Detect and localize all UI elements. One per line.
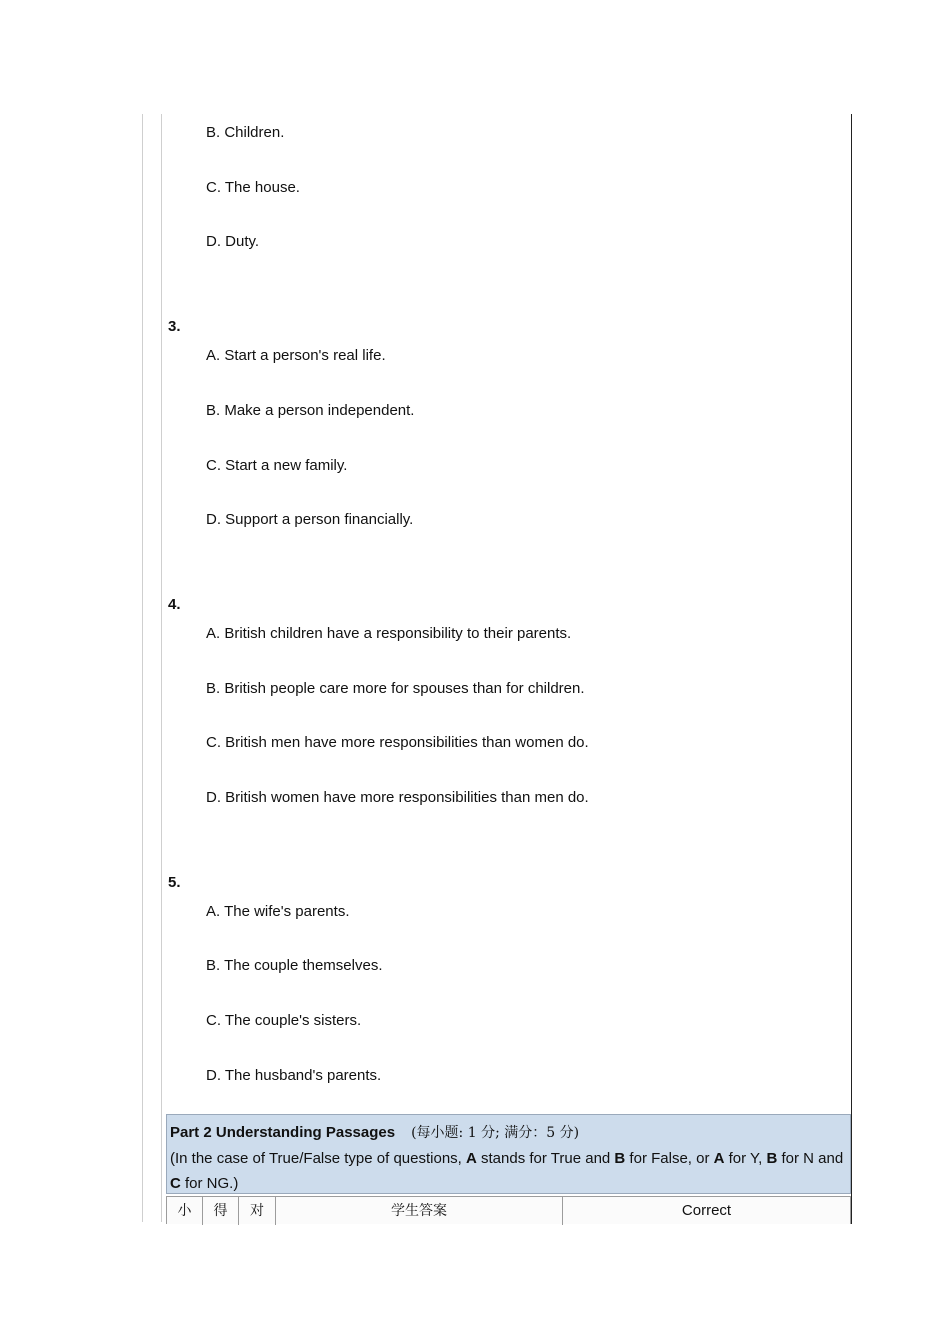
- instruction-bold: B: [766, 1150, 778, 1167]
- question-number-4: 4.: [168, 596, 181, 613]
- question-number-3: 3.: [168, 318, 181, 335]
- instruction-text: for N and: [777, 1150, 844, 1167]
- option-q4-a: A. British children have a responsibility to their parents.: [206, 625, 572, 642]
- instruction-text: stands for True and: [476, 1150, 615, 1167]
- part2-instruction: [170, 1146, 846, 1196]
- part2-title: Part 2 Understanding Passages: [170, 1124, 396, 1141]
- part2-title-line: [170, 1120, 846, 1146]
- left-frame-border: [142, 114, 162, 1222]
- question-number-5: 5.: [168, 874, 181, 891]
- instruction-text: for NG.): [180, 1175, 239, 1192]
- header-cell-correct-mark: 对: [239, 1197, 276, 1225]
- part2-header: [166, 1114, 851, 1194]
- header-cell-correct-answer: Correct: [681, 1202, 732, 1219]
- option-q5-b: B. The couple themselves.: [206, 957, 383, 974]
- instruction-bold: A: [713, 1150, 725, 1167]
- option-q3-d: D. Support a person financially.: [206, 511, 414, 528]
- option-q4-c: C. British men have more responsibilities than women do.: [206, 734, 589, 751]
- option-q3-a: A. Start a person's real life.: [206, 347, 386, 364]
- option-q2-c: C. The house.: [206, 179, 300, 196]
- header-cell-score: 得: [203, 1197, 239, 1225]
- instruction-bold: B: [614, 1150, 626, 1167]
- right-frame-border: [851, 114, 852, 1224]
- option-q2-d: D. Duty.: [206, 233, 260, 250]
- instruction-text: for Y,: [724, 1150, 767, 1167]
- option-q2-b: B. Children.: [206, 124, 285, 141]
- option-q5-c: C. The couple's sisters.: [206, 1012, 362, 1029]
- option-q3-c: C. Start a new family.: [206, 457, 348, 474]
- answer-table-header: [166, 1196, 851, 1224]
- instruction-text: for False, or: [625, 1150, 714, 1167]
- option-q5-d: D. The husband's parents.: [206, 1067, 382, 1084]
- option-q4-b: B. British people care more for spouses than for children.: [206, 680, 585, 697]
- header-cell-question-no: 小: [167, 1197, 203, 1225]
- option-q3-b: B. Make a person independent.: [206, 402, 415, 419]
- instruction-bold: C: [170, 1175, 181, 1192]
- instruction-bold: A: [466, 1150, 477, 1167]
- option-q5-a: A. The wife's parents.: [206, 903, 350, 920]
- header-cell-student-answer: 学生答案: [276, 1197, 563, 1225]
- part2-score-info: (每小题: 1 分; 满分：5 分): [411, 1125, 580, 1141]
- instruction-text: (In the case of True/False type of questions,: [170, 1150, 466, 1167]
- option-q4-d: D. British women have more responsibilities than men do.: [206, 789, 589, 806]
